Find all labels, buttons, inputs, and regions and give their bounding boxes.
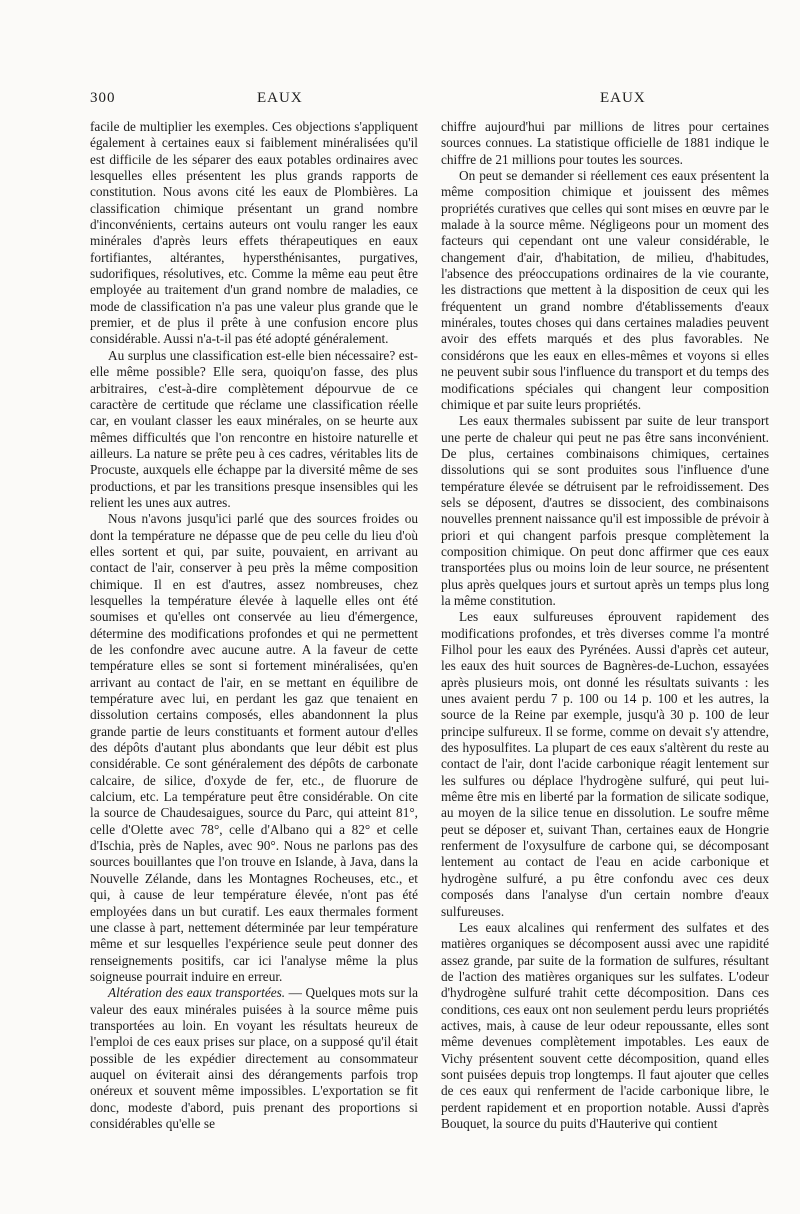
- section-heading: Altération des eaux transportées.: [108, 985, 286, 1001]
- paragraph: facile de multiplier les exemples. Ces objections s'appliquent également à certaines eaux si faiblement minéralisées qu'il est difficile de les séparer des eaux potables ordinaires avec lesquelles elles présentent les plus grands rapports de constitution. Nous avons cité les eaux de Plombières. La classification chimique présentant un grand nombre d'inconvénients, certains auteurs ont voulu ranger les eaux minérales d'après leurs effets thérapeutiques en eaux fortifiantes, altérantes, hypersthénisantes, purgatives, sudorifiques, résolutives, etc. Comme la même eau peut être employée au traitement d'un grand nombre de maladies, ce mode de classification n'a pas une valeur plus grande que le premier, et de plus il prête à une confusion encore plus considérable. Aussi n'a-t-il pas été adopté généralement.: [90, 119, 418, 347]
- paragraph: Au surplus une classification est-elle bien nécessaire? est-elle même possible? Elle sera, quoiqu'on fasse, des plus arbitraires, c'est-à-dire complètement dépourvue de ce caractère de certitude que réclame une classification réelle car, en voulant classer les eaux minérales, on se heurte aux mêmes difficultés que l'on rencontre en histoire naturelle et ailleurs. La nature se prête peu à ces cadres, véritables lits de Procuste, auxquels elle échappe par la diversité même de ses productions, et par les transitions presque insensibles qui les relient les unes aux autres.: [90, 347, 418, 510]
- left-column: [90, 119, 418, 1132]
- right-column: [441, 119, 769, 1132]
- page-number: 300: [90, 90, 116, 106]
- paragraph: Les eaux thermales subissent par suite de leur transport une perte de chaleur qui peut ne pas être sans inconvénient. De plus, certaines combinaisons chimiques, certaines dissolutions qui se sont produites sous l'influence d'une température élevée se détruisent par le refroidissement. Des sels se déposent, d'autres se dissocient, des combinaisons nouvelles prennent naissance qu'il est impossible de prévoir à priori et qui changent parfois presque complètement la composition chimique. On peut donc affirmer que ces eaux transportées plus ou moins loin de leur source, ne présentent plus après quelques jours et surtout après un temps plus long la même constitution.: [441, 413, 769, 608]
- paragraph: Nous n'avons jusqu'ici parlé que des sources froides ou dont la température ne dépasse que de peu celle du lieu d'où elles sortent et qui, par suite, pouvaient, en arrivant au contact de l'air, conserver à peu près la même composition chimique. Il en est d'autres, assez nombreuses, chez lesquelles la température élevée à laquelle elles ont été soumises et qu'elles ont conservée au lieu d'émergence, détermine des modifications profondes et qui ne permettent de les confondre avec aucune autre. A la faveur de cette température elles se sont si fortement minéralisées, qu'en arrivant au contact de l'air, en se mettant en équilibre de température avec lui, en perdant les gaz que tenaient en dissolution certains composés, elles abandonnent la plus grande partie de leurs constituants et forment autour d'elles des dépôts d'autant plus abondants que leur débit est plus considérable. Ce sont généralement des dépôts de carbonate calcaire, de silice, d'oxyde de fer, etc., de fluorure de calcium, etc. La température peut être considérable. On cite la source de Chaudesaigues, source du Parc, qui atteint 81°, celle d'Olette avec 78°, celle d'Albano qui a 82° et celle d'Ischia, près de Naples, avec 90°. Nous ne parlons pas des sources bouillantes que l'on trouve en Islande, à Java, dans la Nouvelle Zélande, dans les Montagnes Rocheuses, etc., et qui, à cause de leur température élevée, n'ont pas été employées dans un but curatif. Les eaux thermales forment une classe à part, nettement déterminée par leur température même et sur lesquelles l'expérience seule peut donner des renseignements positifs, car ici l'analyse même la plus soigneuse pourrait induire en erreur.: [90, 511, 418, 984]
- paragraph: Les eaux alcalines qui renferment des sulfates et des matières organiques se décomposent aussi avec une rapidité assez grande, par suite de la formation de sulfures, résultant de l'action des matières organiques sur les sulfates. L'odeur d'hydrogène sulfuré trahit cette décomposition. Dans ces conditions, ces eaux ont non seulement perdu leurs propriétés actives, mais, à cause de leur odeur repoussante, elles sont même devenues complètement impotables. Les eaux de Vichy présentent souvent cette décomposition, quand elles sont puisées depuis trop longtemps. Il faut ajouter que celles de ces eaux qui renferment de l'acide carbonique libre, le perdent rapidement et en proportion notable. Aussi d'après Bouquet, la source du puits d'Hauterive qui contient: [441, 919, 769, 1131]
- running-title-right: EAUX: [600, 90, 646, 106]
- paragraph: chiffre aujourd'hui par millions de litres pour certaines sources connues. La statistique officielle de 1881 indique le chiffre de 21 millions pour toutes les sources.: [441, 119, 769, 167]
- paragraph-with-heading: [90, 985, 418, 1132]
- paragraph-text: — Quelques mots sur la valeur des eaux minérales puisées à la source même puis transportées au loin. En voyant les résultats heureux de l'emploi de ces eaux prises sur place, on a supposé qu'il était possible de les expédier directement au consommateur auquel on éviterait ainsi des dérangements parfois trop onéreux et souvent même impossibles. L'exportation se fit donc, modeste d'abord, puis prenant des proportions si considérables qu'elle se: [90, 985, 418, 1131]
- running-title-left: EAUX: [257, 90, 303, 106]
- paragraph: Les eaux sulfureuses éprouvent rapidement des modifications profondes, et très diverses comme l'a montré Filhol pour les eaux des Pyrénées. Aussi d'après cet auteur, les eaux des huit sources de Bagnères-de-Luchon, essayées après plusieurs mois, ont donné les résultats suivants : les unes avaient perdu 7 p. 100 ou 14 p. 100 et les autres, la source de la Reine par exemple, jusqu'à 30 p. 100 de leur principe sulfureux. Il se forme, comme on devait s'y attendre, des hyposulfites. La plupart de ces eaux s'altèrent du reste au contact de l'air, dont l'acide carbonique réagit lentement sur les sulfures ou déplace l'hydrogène sulfuré, qui peut lui-même être mis en liberté par la formation de silicate sodique, au moyen de la silice tenue en dissolution. Le soufre même peut se déposer et, suivant Than, certaines eaux de Hongrie renferment de l'oxysulfure de carbone qui, se décomposant lentement au contact de l'eau en acide carbonique et hydrogène sulfuré, a pu être confondu avec ces deux composés dans l'analyse d'un certain nombre d'eaux sulfureuses.: [441, 609, 769, 919]
- paragraph: On peut se demander si réellement ces eaux présentent la même composition chimique et jouissent des mêmes propriétés curatives que celles qui sont mises en œuvre par le malade à la source même. Négligeons pour un moment des facteurs qui cependant ont une valeur considérable, le changement d'air, d'habitation, de milieu, d'habitudes, l'absence des préoccupations ordinaires de la vie courante, les distractions que mettent à la disposition de ceux qui les fréquentent un grand nombre d'établissements d'eaux minérales, toutes choses qui dans certaines maladies peuvent avoir des effets marqués et des plus favorables. Ne considérons que les eaux en elles-mêmes et voyons si elles ne peuvent subir sous l'influence du transport et du temps des modifications spéciales qui changent leur composition chimique et par suite leurs propriétés.: [441, 168, 769, 412]
